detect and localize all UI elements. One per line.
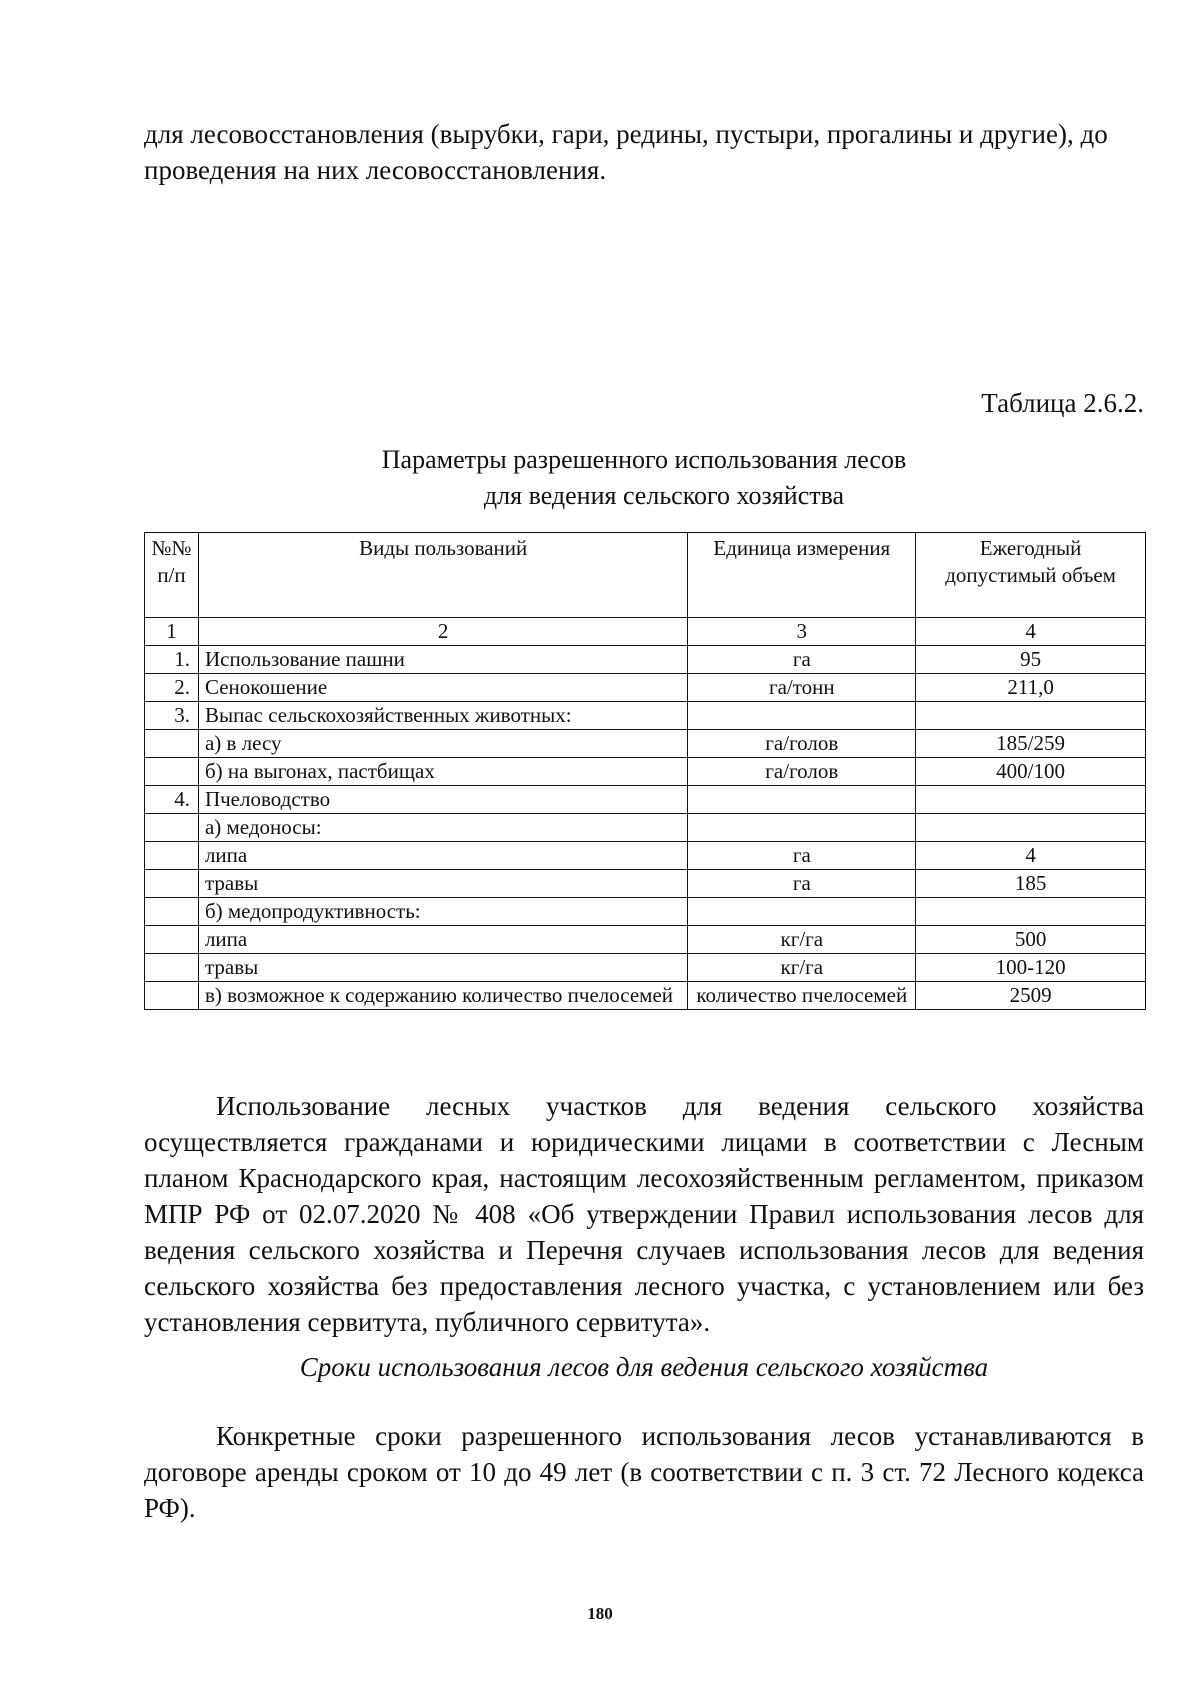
row-unit: кг/га (688, 926, 916, 954)
row-usage-type: травы (198, 870, 687, 898)
table-row (145, 758, 1146, 786)
row-number (145, 730, 199, 758)
row-usage-type: Сенокошение (198, 674, 687, 702)
row-unit (688, 786, 916, 814)
table-row (145, 954, 1146, 982)
row-volume (916, 898, 1146, 926)
row-volume: 400/100 (916, 758, 1146, 786)
row-unit: га/голов (688, 730, 916, 758)
usage-paragraph: Использование лесных участков для ведения сельского хозяйства осуществляется гражданами и юридическими лицами в соответствии с Лесным планом Краснодарского края, настоящим лесохозяйственным регламентом, приказом МПР РФ от 02.07.2020 № 408 «Об утверждении Правил использования лесов для ведения сельского хозяйства и Перечня случаев использования лесов для ведения сельского хозяйства без предоставления лесного участка, с установлением или без установления сервитута, публичного сервитута». (144, 1091, 1144, 1337)
table-row (145, 674, 1146, 702)
intro-paragraph: для лесовосстановления (вырубки, гари, редины, пустыри, прогалины и другие), до проведения на них лесовосстановления. (144, 119, 1108, 185)
row-volume (916, 786, 1146, 814)
row-volume: 211,0 (916, 674, 1146, 702)
table-row (145, 730, 1146, 758)
row-unit (688, 702, 916, 730)
row-usage-type: липа (198, 842, 687, 870)
table-title-line-1: Параметры разрешенного использования лесов (381, 445, 907, 474)
table-row (145, 842, 1146, 870)
column-index-row (145, 618, 1146, 646)
parameters-table (144, 532, 1146, 1010)
row-unit: га/тонн (688, 674, 916, 702)
row-number: 3. (145, 702, 199, 730)
row-number (145, 758, 199, 786)
row-volume: 2509 (916, 982, 1146, 1010)
row-usage-type: а) в лесу (198, 730, 687, 758)
row-unit: га (688, 842, 916, 870)
table-title (144, 442, 1144, 514)
row-number (145, 870, 199, 898)
row-number (145, 926, 199, 954)
row-volume: 4 (916, 842, 1146, 870)
row-usage-type: Пчеловодство (198, 786, 687, 814)
table-body (145, 618, 1146, 1010)
row-volume: 185/259 (916, 730, 1146, 758)
index-cell: 3 (688, 618, 916, 646)
row-usage-type: травы (198, 954, 687, 982)
row-volume: 100-120 (916, 954, 1146, 982)
row-usage-type: а) медоносы: (198, 814, 687, 842)
index-cell: 4 (916, 618, 1146, 646)
row-number: 4. (145, 786, 199, 814)
row-number (145, 954, 199, 982)
row-unit: кг/га (688, 954, 916, 982)
row-unit (688, 898, 916, 926)
row-usage-type: Использование пашни (198, 646, 687, 674)
table-caption: Таблица 2.6.2. (981, 388, 1144, 418)
table-row (145, 814, 1146, 842)
header-unit: Единица измерения (688, 533, 916, 618)
row-unit (688, 814, 916, 842)
section-heading: Сроки использования лесов для ведения сельского хозяйства (299, 1352, 989, 1382)
header-usage-type: Виды пользований (198, 533, 687, 618)
row-volume: 185 (916, 870, 1146, 898)
row-number: 1. (145, 646, 199, 674)
header-annual-volume: Ежегодный допустимый объем (916, 533, 1146, 618)
table-title-line-2: для ведения сельского хозяйства (483, 481, 845, 510)
row-unit: га (688, 870, 916, 898)
row-volume: 500 (916, 926, 1146, 954)
row-number (145, 898, 199, 926)
table-row (145, 982, 1146, 1010)
row-unit: га/голов (688, 758, 916, 786)
table-row (145, 870, 1146, 898)
row-usage-type: б) на выгонах, пастбищах (198, 758, 687, 786)
table-row (145, 926, 1146, 954)
row-unit: га (688, 646, 916, 674)
row-number (145, 814, 199, 842)
row-number (145, 842, 199, 870)
row-unit: количество пчелосемей (688, 982, 916, 1010)
row-usage-type: Выпас сельскохозяйственных животных: (198, 702, 687, 730)
row-volume (916, 814, 1146, 842)
row-usage-type: в) возможное к содержанию количество пчелосемей (198, 982, 687, 1010)
row-number (145, 982, 199, 1010)
index-cell: 1 (145, 618, 199, 646)
page-number: 180 (587, 1604, 613, 1623)
row-number: 2. (145, 674, 199, 702)
table-row (145, 898, 1146, 926)
row-usage-type: липа (198, 926, 687, 954)
terms-paragraph: Конкретные сроки разрешенного использования лесов устанавливаются в договоре аренды сроком от 10 до 49 лет (в соответствии с п. 3 ст. 72 Лесного кодекса РФ). (144, 1421, 1144, 1523)
header-number: №№ п/п (145, 533, 199, 618)
table-row (145, 702, 1146, 730)
table-row (145, 646, 1146, 674)
table-header-row (145, 533, 1146, 618)
row-volume (916, 702, 1146, 730)
row-usage-type: б) медопродуктивность: (198, 898, 687, 926)
index-cell: 2 (198, 618, 687, 646)
row-volume: 95 (916, 646, 1146, 674)
table-row (145, 786, 1146, 814)
